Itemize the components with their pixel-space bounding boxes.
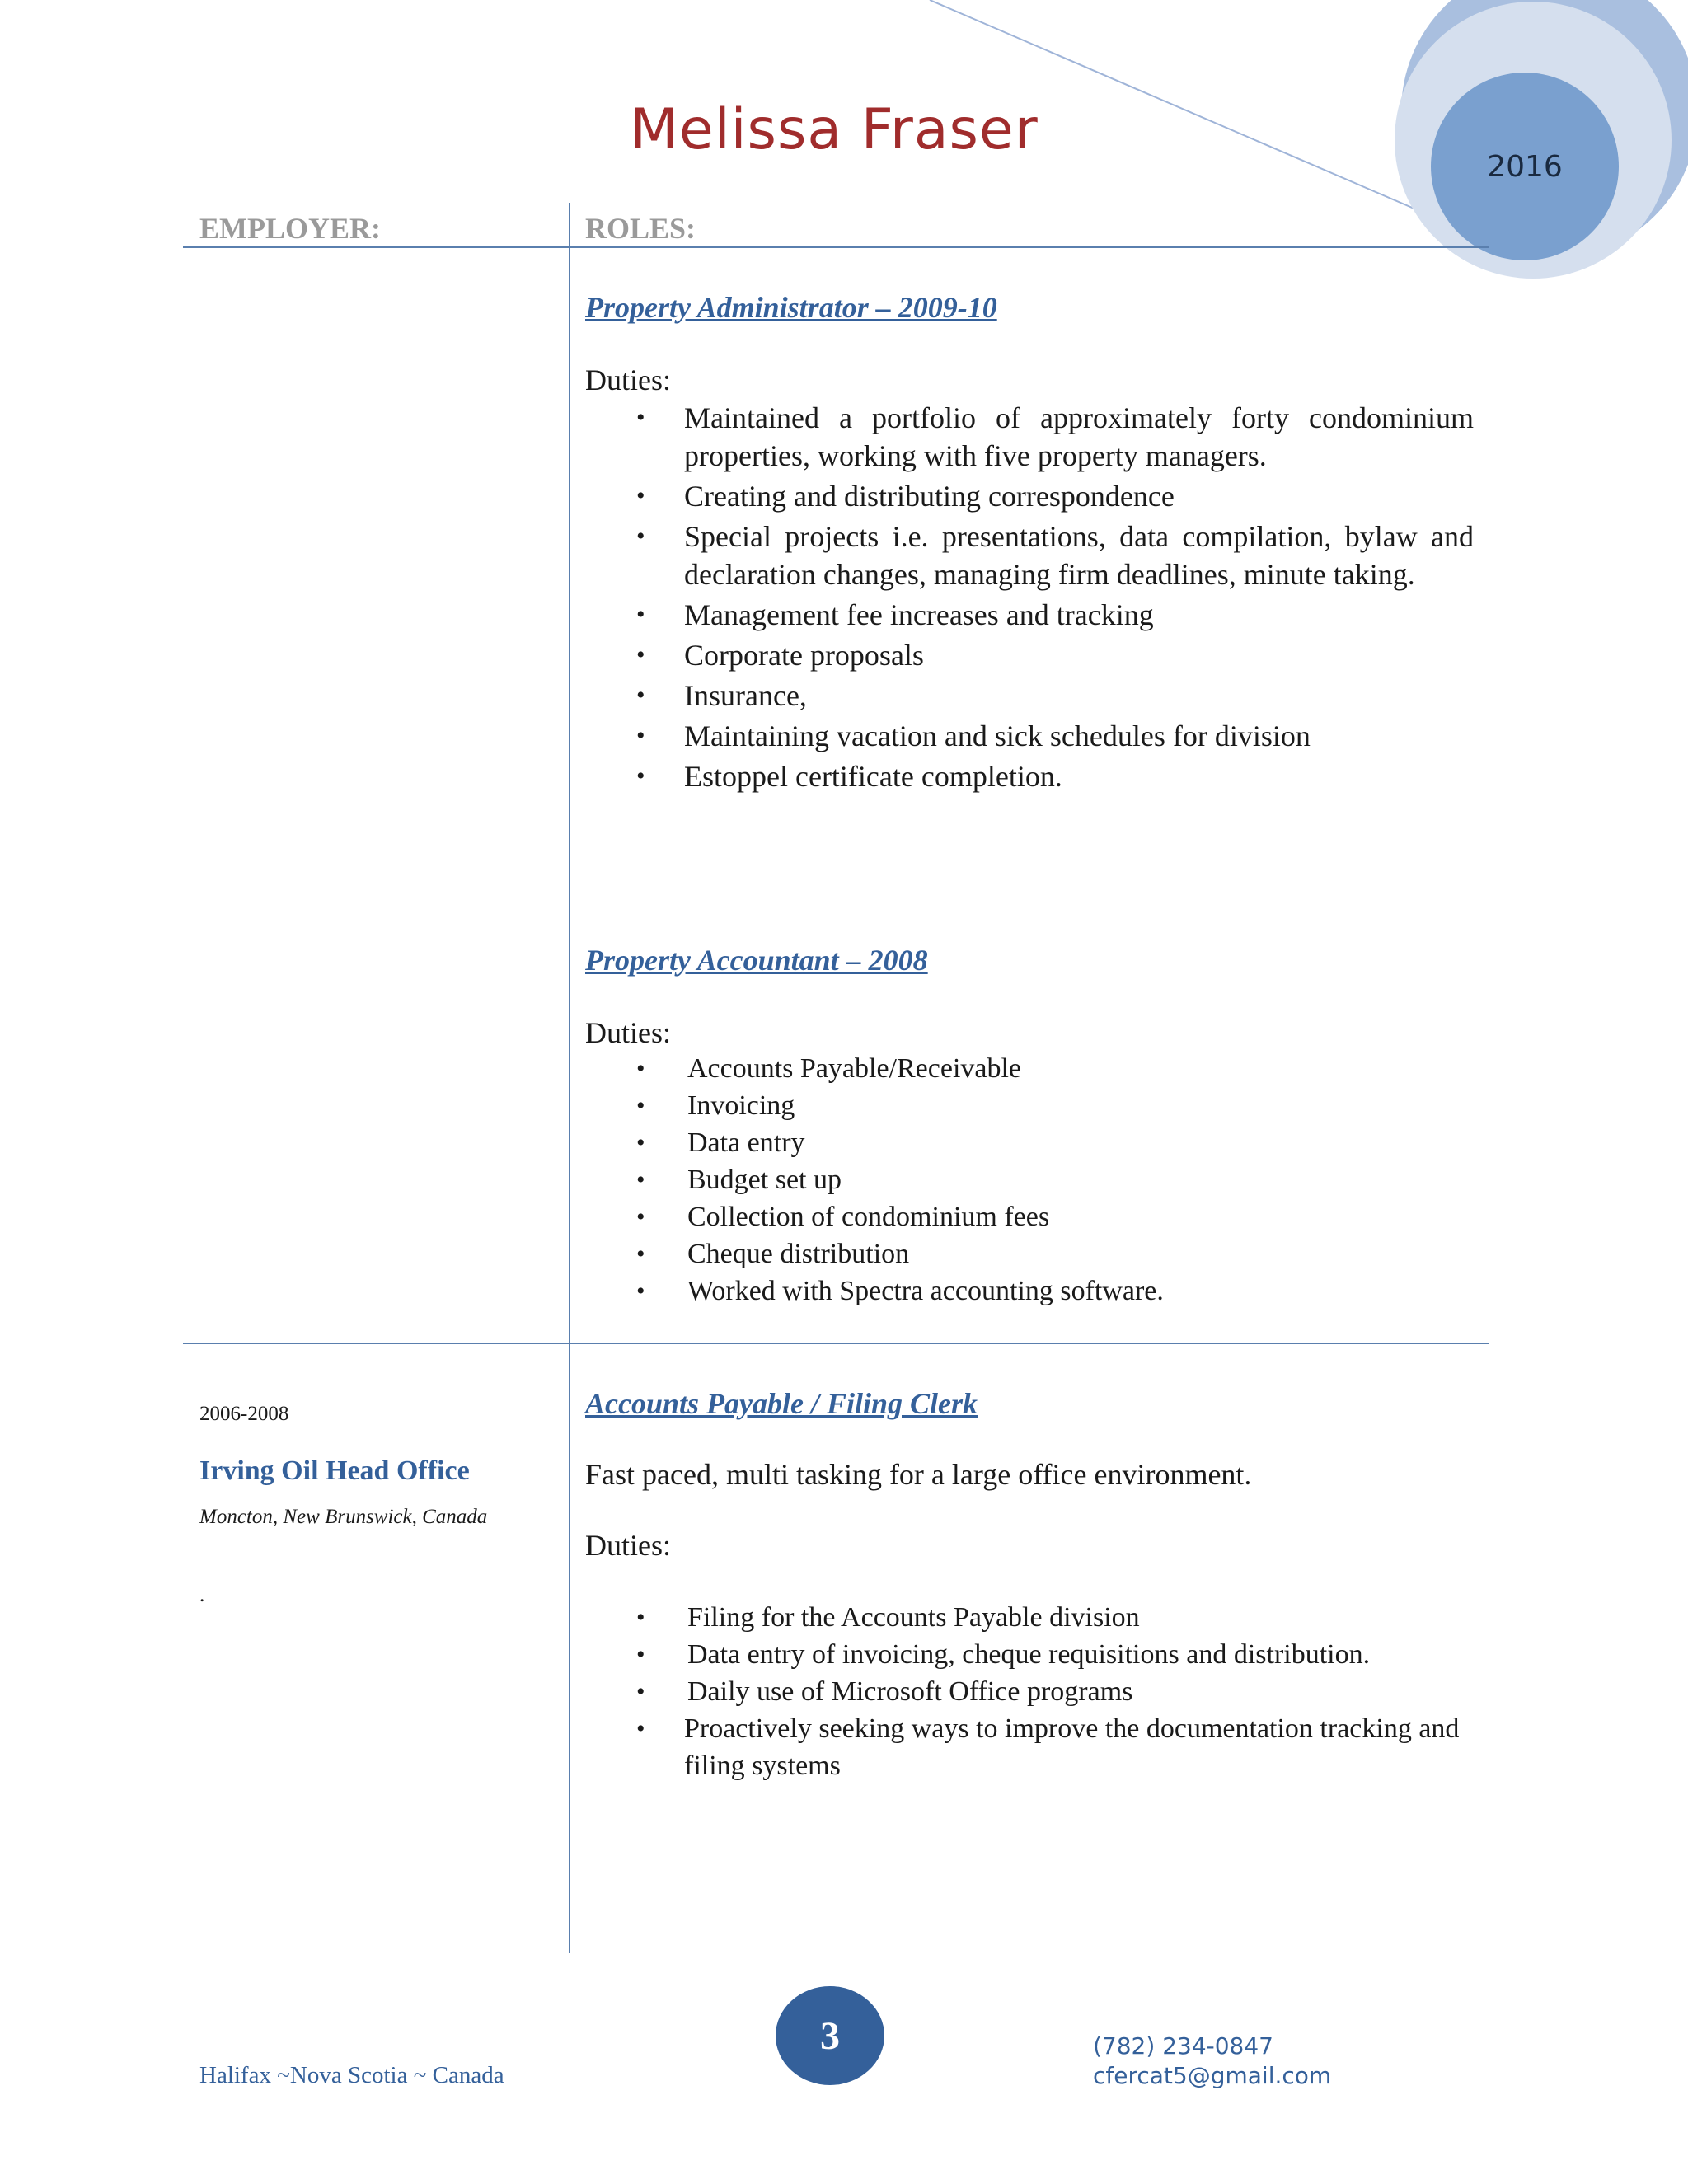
list-item [636,477,1474,515]
duty-text: Daily use of Microsoft Office programs [687,1676,1133,1707]
section-rule [183,1343,1489,1344]
bullet-icon: • [636,1055,645,1082]
list-item [636,1161,1470,1198]
bullet-icon: • [636,1166,645,1193]
employer-location: Moncton, New Brunswick, Canada [199,1506,488,1528]
duty-text: Collection of condominium fees [687,1202,1050,1232]
duties-list-property-administrator [636,399,1474,795]
list-item [636,518,1474,593]
duty-text: Management fee increases and tracking [684,598,1154,631]
bullet-icon: • [636,404,645,431]
role-title-property-administrator: Property Administrator – 2009-10 [585,291,997,324]
duty-text: Data entry of invoicing, cheque requisitions and distribution. [687,1639,1371,1670]
column-divider [569,203,570,1953]
list-item [636,1272,1470,1310]
employer-note: . [199,1584,205,1606]
year-badge: 2016 [1487,149,1563,184]
list-item [636,1087,1470,1124]
duties-list-accounts-payable [636,1599,1479,1784]
bullet-icon: • [636,1203,645,1230]
duty-text: Corporate proposals [684,639,924,672]
list-item [636,1198,1470,1235]
bullet-icon: • [636,1604,645,1631]
bullet-icon: • [636,601,645,628]
duty-text: Maintained a portfolio of approximately forty condominium properties, working with five property managers. [684,401,1474,472]
bullet-icon: • [636,1277,645,1305]
header-rule [183,246,1489,248]
duty-text: Data entry [687,1127,805,1158]
role-title-accounts-payable: Accounts Payable / Filing Clerk [585,1387,978,1420]
bullet-icon: • [636,523,645,550]
duty-text: Insurance, [684,679,807,712]
list-item [636,1235,1470,1272]
duty-text: Filing for the Accounts Payable division [687,1602,1140,1633]
bullet-icon: • [636,762,645,790]
list-item [636,1636,1479,1673]
bullet-icon: • [636,1129,645,1156]
duty-text: Invoicing [687,1090,795,1121]
candidate-name: Melissa Fraser [630,97,1039,162]
duty-text: Special projects i.e. presentations, data compilation, bylaw and declaration changes, managing firm deadlines, minute taking. [684,520,1474,591]
employer-name: Irving Oil Head Office [199,1455,470,1486]
list-item [636,1673,1479,1710]
list-item [636,1124,1470,1161]
footer-phone: (782) 234-0847 [1093,2032,1273,2060]
duty-text: Estoppel certificate completion. [684,760,1062,793]
list-item [636,1710,1479,1784]
bullet-icon: • [636,722,645,749]
bullet-icon: • [636,482,645,509]
duties-label: Duties: [585,1529,671,1562]
duty-text: Maintaining vacation and sick schedules for division [684,719,1311,752]
duty-text: Proactively seeking ways to improve the documentation tracking and filing systems [684,1713,1460,1781]
list-item [636,399,1474,475]
list-item [636,1599,1479,1636]
footer-email: cfercat5@gmail.com [1093,2062,1332,2089]
duty-text: Worked with Spectra accounting software. [687,1276,1164,1306]
list-item [636,677,1474,715]
bullet-icon: • [636,1678,645,1705]
role-title-property-accountant: Property Accountant – 2008 [585,944,928,977]
bullet-icon: • [636,641,645,668]
list-item [636,636,1474,674]
duty-text: Budget set up [687,1165,842,1195]
footer-address: Halifax ~Nova Scotia ~ Canada [199,2062,504,2088]
bullet-icon: • [636,682,645,709]
bullet-icon: • [636,1240,645,1268]
page-number-badge: 3 [776,1986,884,2085]
list-item [636,596,1474,634]
list-item [636,717,1474,755]
duty-text: Accounts Payable/Receivable [687,1053,1022,1084]
duties-list-property-accountant [636,1050,1470,1310]
employment-dates: 2006-2008 [199,1403,289,1425]
bullet-icon: • [636,1641,645,1668]
duties-label: Duties: [585,1016,671,1049]
role-summary: Fast paced, multi tasking for a large office environment. [585,1458,1252,1491]
list-item [636,757,1474,795]
duty-text: Cheque distribution [687,1239,910,1269]
bullet-icon: • [636,1715,645,1742]
roles-heading: ROLES: [585,212,696,245]
bullet-icon: • [636,1092,645,1119]
duty-text: Creating and distributing correspondence [684,480,1175,513]
duties-label: Duties: [585,363,671,396]
list-item [636,1050,1470,1087]
employer-heading: EMPLOYER: [199,212,381,245]
